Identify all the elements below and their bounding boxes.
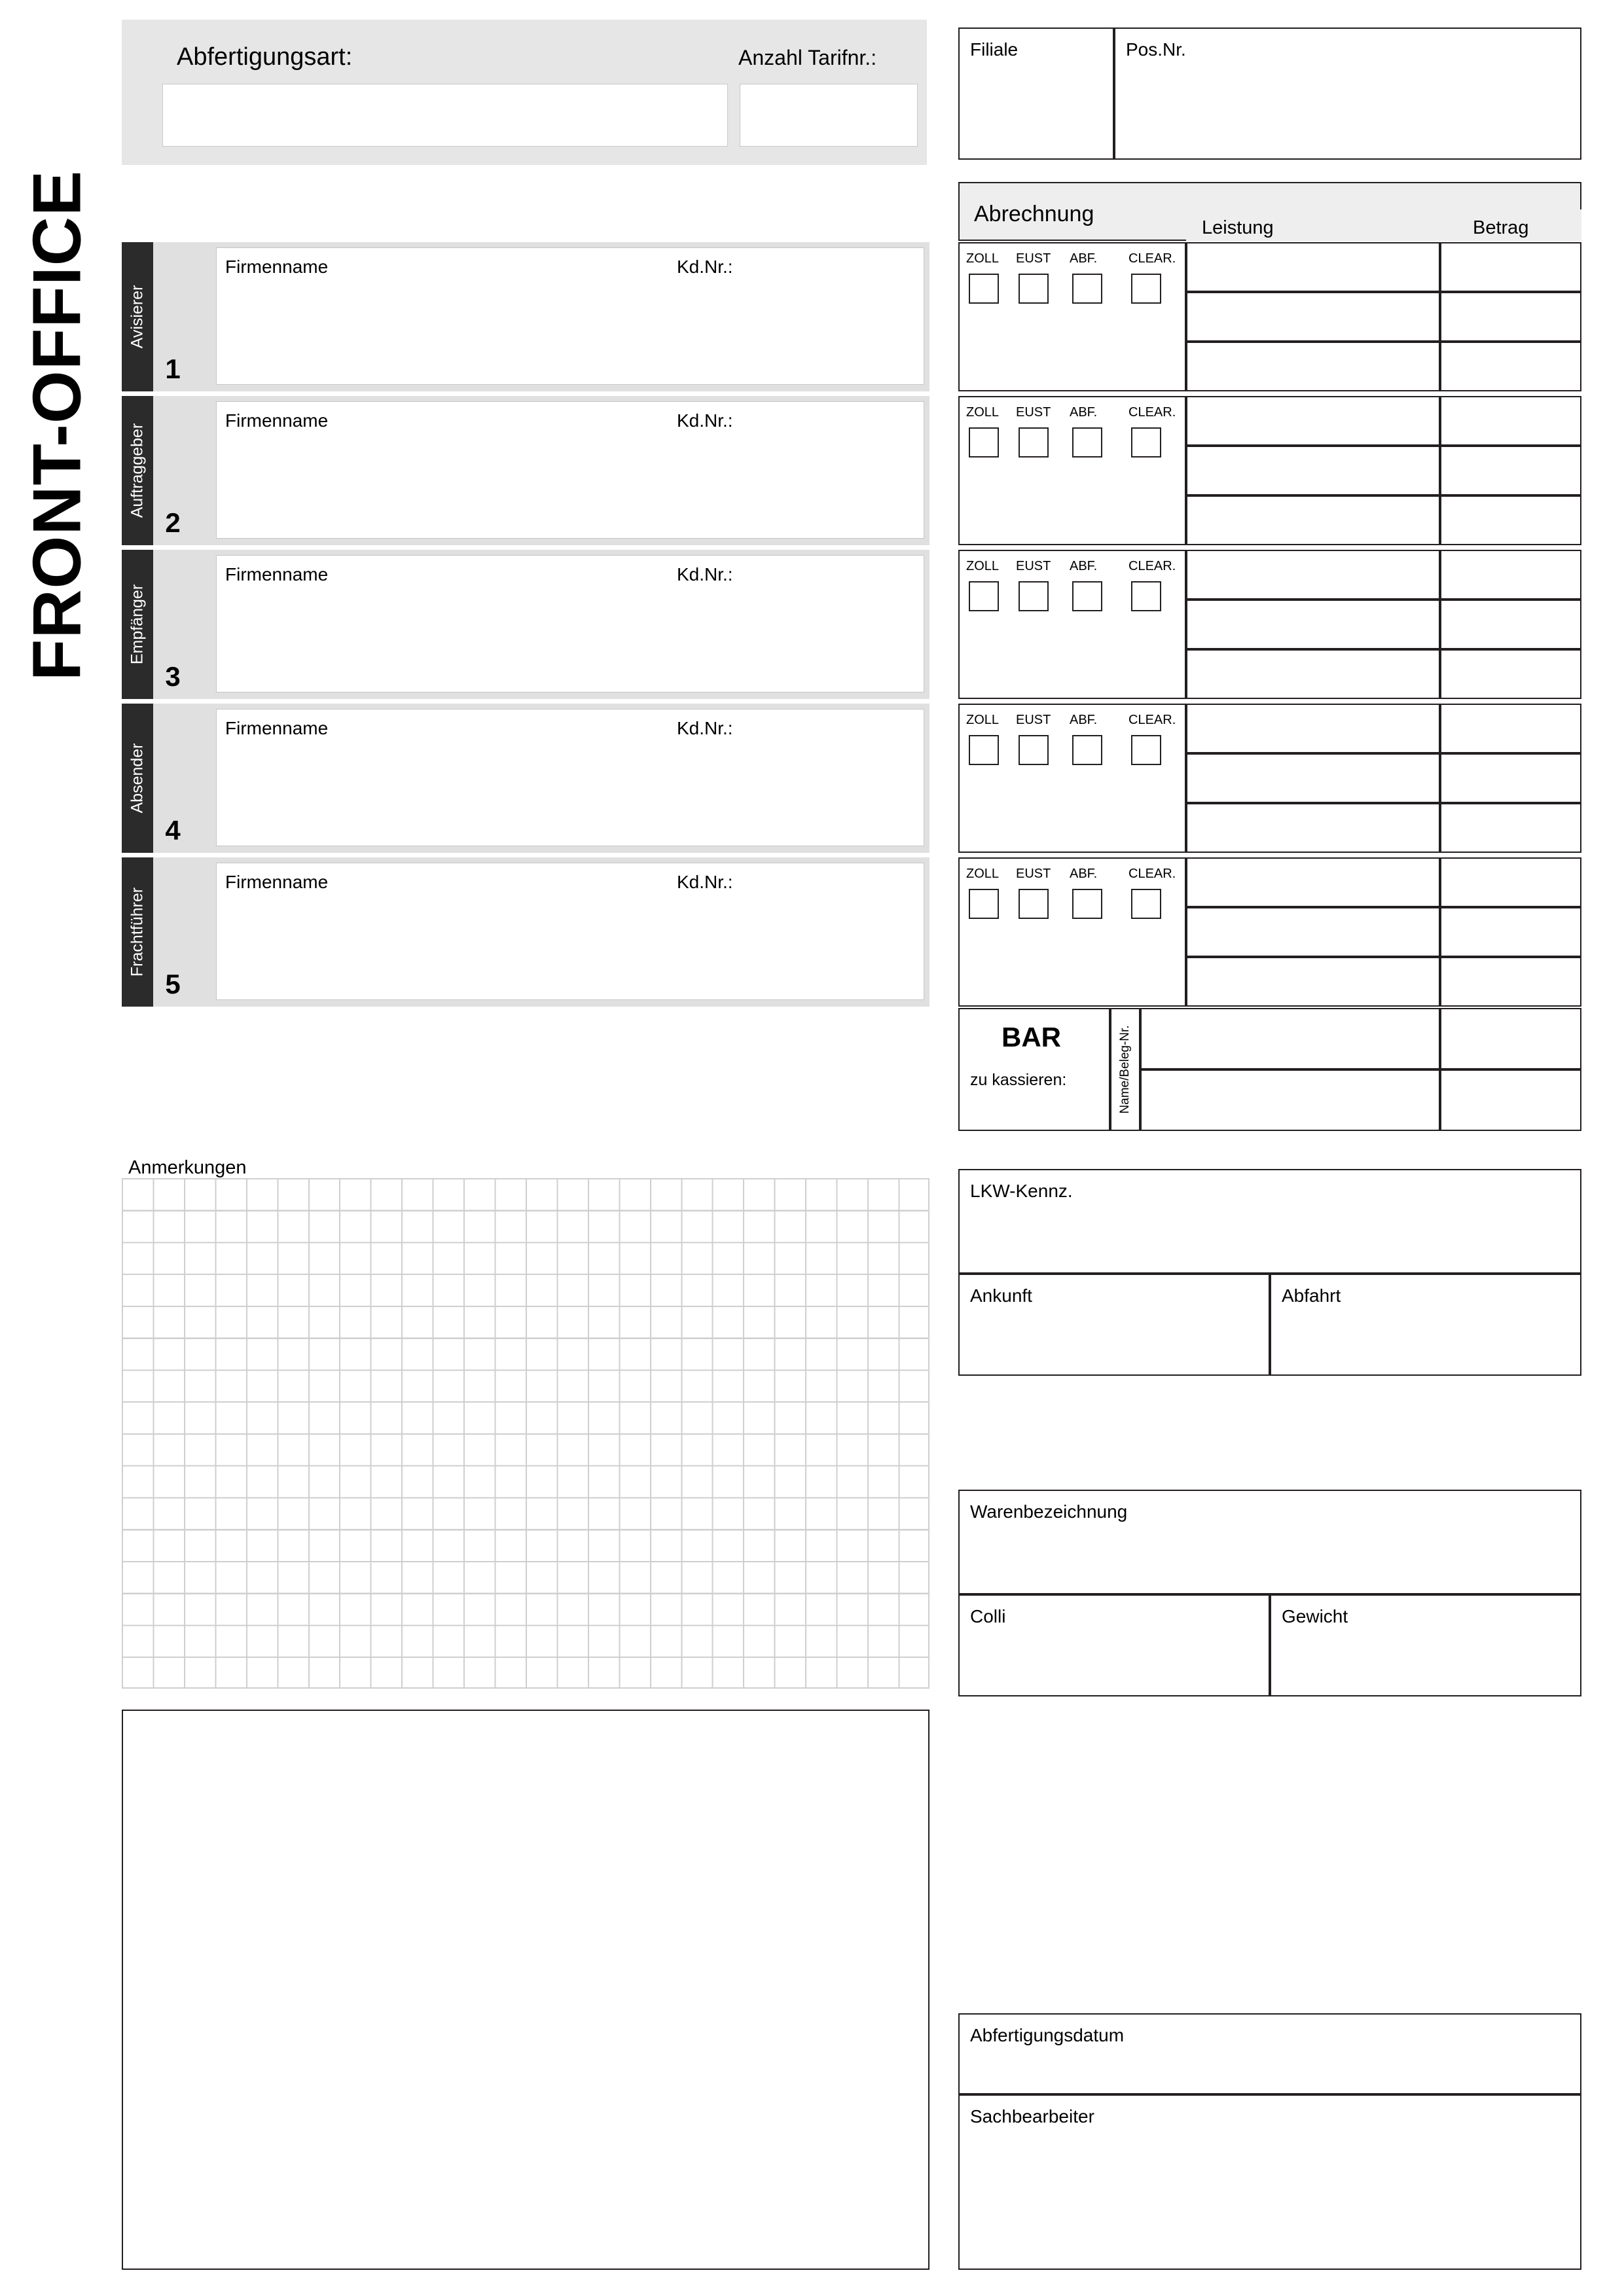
betrag-cell[interactable] <box>1440 242 1581 292</box>
name-beleg-nr-label: Name/Beleg-Nr. <box>1118 1025 1132 1114</box>
party-tab-1 <box>122 242 153 391</box>
checkbox-clear[interactable] <box>1131 427 1161 457</box>
anzahl-tarifnr-label: Anzahl Tarifnr.: <box>738 46 877 69</box>
bar-betrag-cell[interactable] <box>1440 1069 1581 1131</box>
checkbox-label-zoll: ZOLL <box>966 559 1000 573</box>
checkbox-zoll[interactable] <box>969 889 999 919</box>
party-tab-label: Frachtführer <box>128 887 147 977</box>
bar-leistung-cell[interactable] <box>1140 1069 1440 1131</box>
checkbox-eust[interactable] <box>1019 735 1049 765</box>
betrag-cell[interactable] <box>1440 803 1581 853</box>
checkbox-label-clear: CLEAR. <box>1128 559 1176 573</box>
abrechnung-title: Abrechnung <box>974 202 1094 226</box>
checkbox-label-clear: CLEAR. <box>1128 251 1176 266</box>
checkbox-label-zoll: ZOLL <box>966 867 1000 881</box>
filiale-label: Filiale <box>970 39 1019 60</box>
party-number-3: 3 <box>153 550 192 699</box>
leistung-cell[interactable] <box>1186 907 1440 957</box>
checkbox-label-abf: ABF. <box>1070 251 1098 266</box>
checkbox-clear[interactable] <box>1131 274 1161 304</box>
gewicht-label: Gewicht <box>1282 1606 1348 1626</box>
checkbox-label-abf: ABF. <box>1070 559 1098 573</box>
checkbox-abf[interactable] <box>1072 735 1102 765</box>
checkbox-clear[interactable] <box>1131 581 1161 611</box>
leistung-cell[interactable] <box>1186 753 1440 803</box>
leistung-cell[interactable] <box>1186 649 1440 699</box>
betrag-cell[interactable] <box>1440 292 1581 342</box>
warenbezeichnung-label: Warenbezeichnung <box>970 1501 1128 1522</box>
checkbox-label-eust: EUST <box>1016 867 1051 881</box>
checkbox-label-eust: EUST <box>1016 405 1051 420</box>
kdnr-label: Kd.Nr.: <box>677 410 733 431</box>
leistung-cell[interactable] <box>1186 242 1440 292</box>
leistung-cell[interactable] <box>1186 342 1440 391</box>
checkbox-eust[interactable] <box>1019 427 1049 457</box>
abfahrt-label: Abfahrt <box>1282 1285 1341 1306</box>
betrag-cell[interactable] <box>1440 857 1581 907</box>
front-office-title <box>18 20 97 831</box>
anmerkungen-grid-border <box>122 1178 929 1689</box>
betrag-cell[interactable] <box>1440 957 1581 1007</box>
front-office-title-text: FRONT-OFFICE <box>19 170 96 681</box>
party-tab-label: Avisierer <box>128 285 147 349</box>
betrag-cell[interactable] <box>1440 704 1581 753</box>
anzahl-tarifnr-input[interactable] <box>740 84 918 147</box>
checkbox-label-clear: CLEAR. <box>1128 713 1176 727</box>
leistung-cell[interactable] <box>1186 550 1440 600</box>
anmerkungen-label: Anmerkungen <box>128 1157 247 1178</box>
checkbox-eust[interactable] <box>1019 274 1049 304</box>
betrag-cell[interactable] <box>1440 600 1581 649</box>
kdnr-label: Kd.Nr.: <box>677 872 733 892</box>
free-notes-box[interactable] <box>122 1710 929 2270</box>
betrag-cell[interactable] <box>1440 495 1581 545</box>
checkbox-label-zoll: ZOLL <box>966 405 1000 420</box>
betrag-cell[interactable] <box>1440 550 1581 600</box>
party-number-1: 1 <box>153 242 192 391</box>
party-number-2: 2 <box>153 396 192 545</box>
checkbox-eust[interactable] <box>1019 889 1049 919</box>
betrag-cell[interactable] <box>1440 342 1581 391</box>
party-tab-label: Absender <box>128 743 147 814</box>
checkbox-label-clear: CLEAR. <box>1128 867 1176 881</box>
firmenname-label: Firmenname <box>225 872 329 892</box>
party-tab-4 <box>122 704 153 853</box>
firmenname-label: Firmenname <box>225 718 329 738</box>
leistung-cell[interactable] <box>1186 495 1440 545</box>
leistung-cell[interactable] <box>1186 396 1440 446</box>
kdnr-label: Kd.Nr.: <box>677 718 733 738</box>
betrag-cell[interactable] <box>1440 753 1581 803</box>
checkbox-zoll[interactable] <box>969 581 999 611</box>
checkbox-abf[interactable] <box>1072 889 1102 919</box>
party-tab-3 <box>122 550 153 699</box>
leistung-cell[interactable] <box>1186 292 1440 342</box>
checkbox-zoll[interactable] <box>969 735 999 765</box>
checkbox-abf[interactable] <box>1072 274 1102 304</box>
party-tab-5 <box>122 857 153 1007</box>
betrag-cell[interactable] <box>1440 649 1581 699</box>
abfertigungsdatum-label: Abfertigungsdatum <box>970 2025 1125 2045</box>
bar-leistung-cell[interactable] <box>1140 1008 1440 1069</box>
checkbox-label-abf: ABF. <box>1070 405 1098 420</box>
checkbox-zoll[interactable] <box>969 274 999 304</box>
kdnr-label: Kd.Nr.: <box>677 257 733 277</box>
checkbox-zoll[interactable] <box>969 427 999 457</box>
checkbox-label-clear: CLEAR. <box>1128 405 1176 420</box>
colli-label: Colli <box>970 1606 1006 1626</box>
lkw-kennz-label: LKW-Kennz. <box>970 1181 1073 1201</box>
leistung-cell[interactable] <box>1186 704 1440 753</box>
firmenname-label: Firmenname <box>225 564 329 584</box>
checkbox-label-eust: EUST <box>1016 713 1051 727</box>
checkbox-label-zoll: ZOLL <box>966 713 1000 727</box>
party-number-5: 5 <box>153 857 192 1007</box>
party-tab-2 <box>122 396 153 545</box>
bar-title: BAR <box>1001 1022 1061 1052</box>
betrag-cell[interactable] <box>1440 446 1581 495</box>
sachbearbeiter-label: Sachbearbeiter <box>970 2106 1094 2126</box>
firmenname-label: Firmenname <box>225 257 329 277</box>
abfertigungsart-label: Abfertigungsart: <box>177 43 353 71</box>
party-number-4: 4 <box>153 704 192 853</box>
checkbox-eust[interactable] <box>1019 581 1049 611</box>
leistung-cell[interactable] <box>1186 600 1440 649</box>
ankunft-label: Ankunft <box>970 1285 1032 1306</box>
leistung-cell[interactable] <box>1186 803 1440 853</box>
abfertigungsart-input[interactable] <box>162 84 728 147</box>
firmenname-label: Firmenname <box>225 410 329 431</box>
checkbox-label-eust: EUST <box>1016 559 1051 573</box>
posnr-label: Pos.Nr. <box>1126 39 1186 60</box>
party-tab-label: Auftraggeber <box>128 423 147 518</box>
checkbox-abf[interactable] <box>1072 581 1102 611</box>
leistung-cell[interactable] <box>1186 957 1440 1007</box>
betrag-cell[interactable] <box>1440 396 1581 446</box>
checkbox-label-abf: ABF. <box>1070 867 1098 881</box>
party-tab-label: Empfänger <box>128 584 147 665</box>
leistung-column-label: Leistung <box>1202 217 1274 238</box>
name-beleg-nr-field[interactable] <box>1110 1008 1140 1131</box>
checkbox-clear[interactable] <box>1131 889 1161 919</box>
checkbox-label-abf: ABF. <box>1070 713 1098 727</box>
checkbox-abf[interactable] <box>1072 427 1102 457</box>
leistung-cell[interactable] <box>1186 446 1440 495</box>
checkbox-label-eust: EUST <box>1016 251 1051 266</box>
checkbox-clear[interactable] <box>1131 735 1161 765</box>
kdnr-label: Kd.Nr.: <box>677 564 733 584</box>
bar-betrag-cell[interactable] <box>1440 1008 1581 1069</box>
checkbox-label-zoll: ZOLL <box>966 251 1000 266</box>
betrag-column-label: Betrag <box>1473 217 1529 238</box>
bar-subtitle: zu kassieren: <box>970 1071 1067 1089</box>
betrag-cell[interactable] <box>1440 907 1581 957</box>
leistung-cell[interactable] <box>1186 857 1440 907</box>
